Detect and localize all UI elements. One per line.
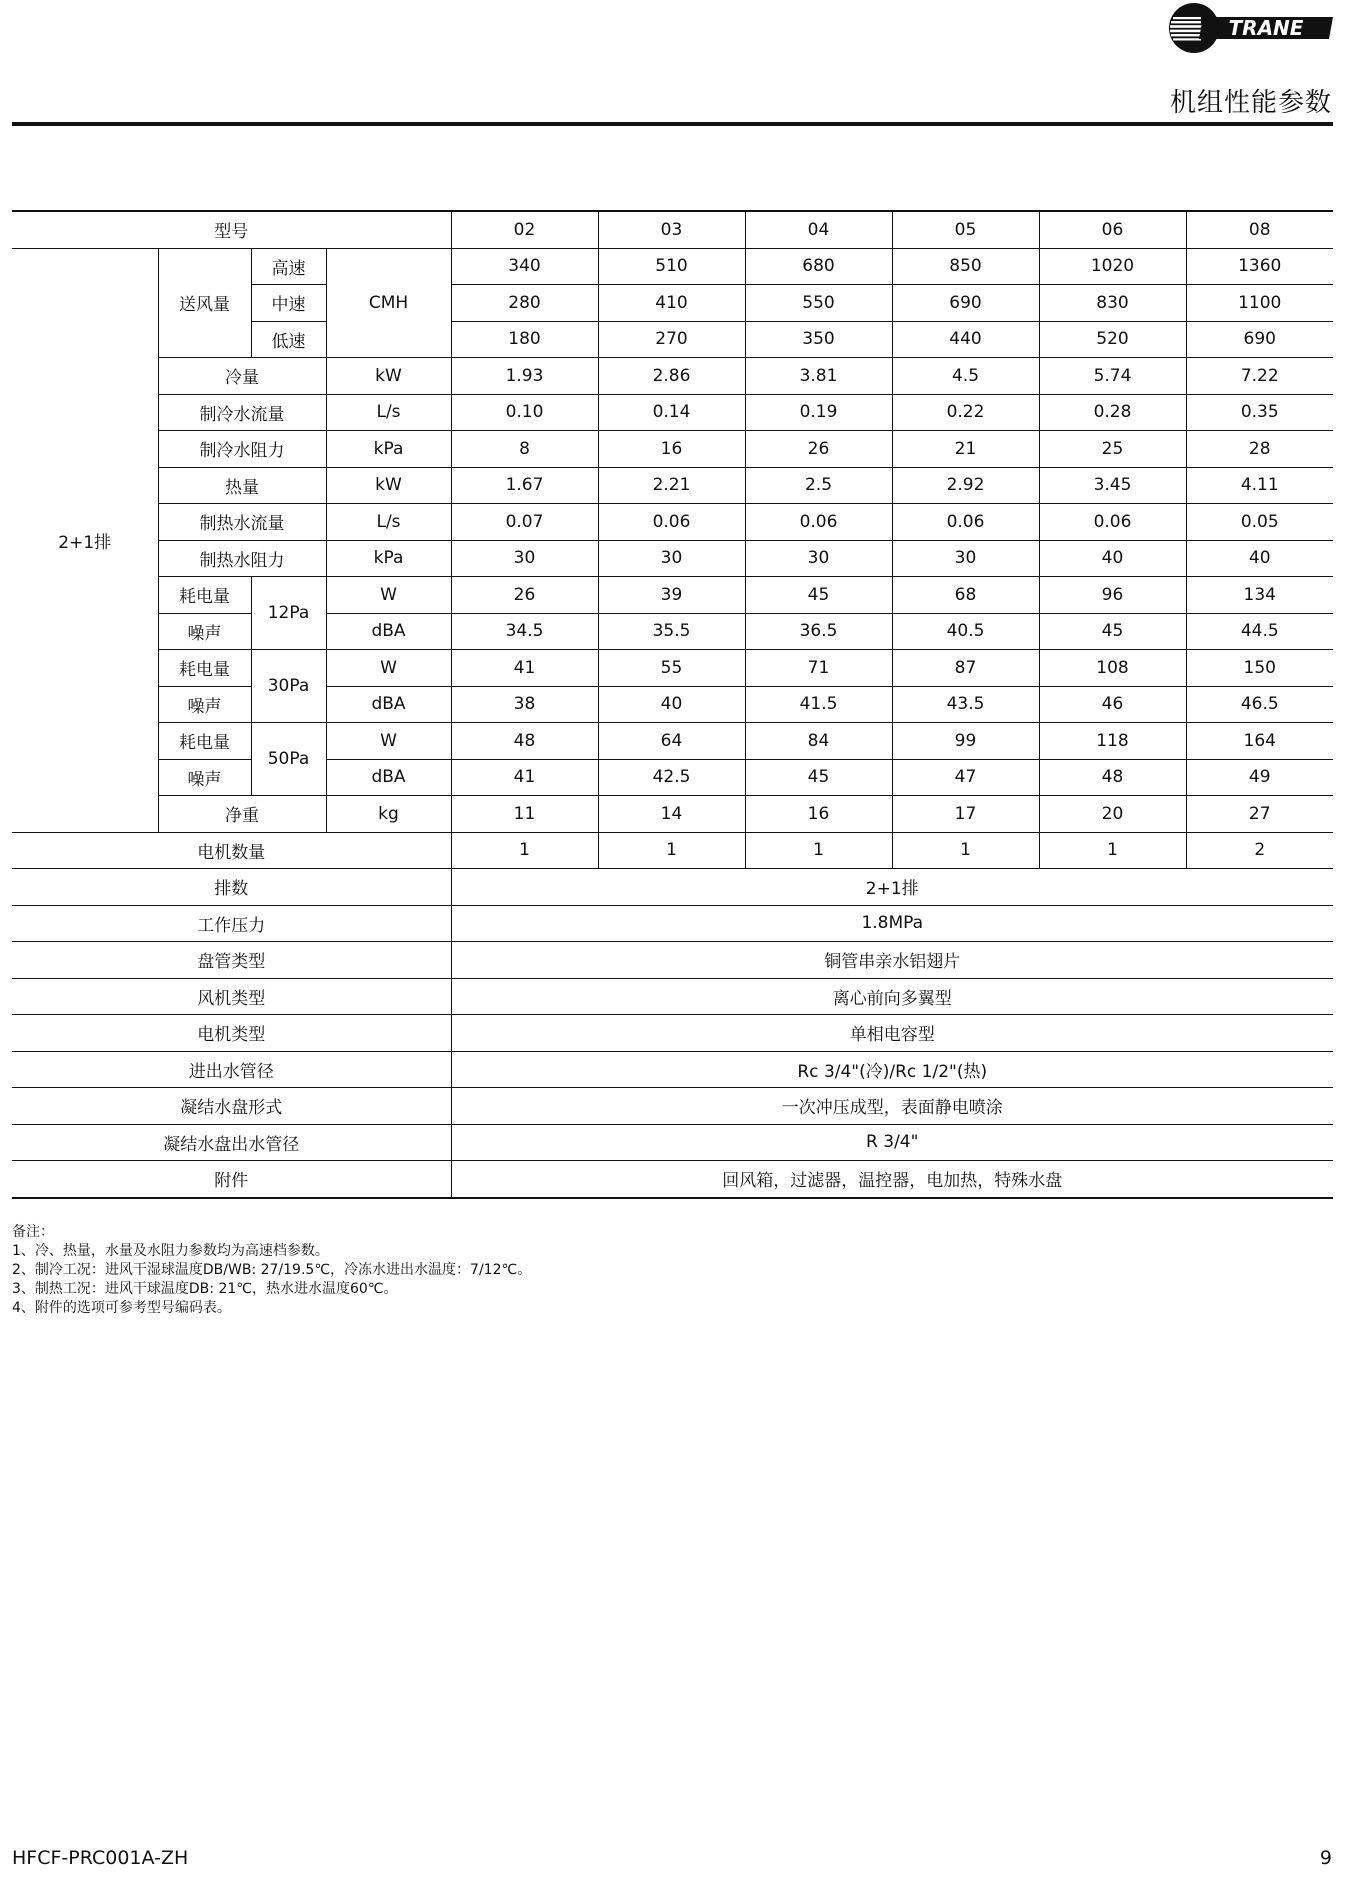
value-cell: 134 bbox=[1186, 577, 1333, 614]
value-cell: 39 bbox=[598, 577, 745, 614]
value-cell: 1100 bbox=[1186, 285, 1333, 322]
value-cell: 0.14 bbox=[598, 394, 745, 431]
table-row bbox=[12, 759, 1333, 796]
value-cell: 96 bbox=[1039, 577, 1186, 614]
value-cell: 1 bbox=[892, 832, 1039, 869]
value-cell: 280 bbox=[451, 285, 598, 322]
table-row bbox=[12, 467, 1333, 504]
value-cell: 48 bbox=[451, 723, 598, 760]
table-row bbox=[12, 832, 1333, 869]
table-row bbox=[12, 1088, 1333, 1125]
table-row bbox=[12, 869, 1333, 906]
model-cell: 08 bbox=[1186, 211, 1333, 248]
value-cell: 340 bbox=[451, 248, 598, 285]
unit-cell: W bbox=[326, 723, 451, 760]
value-cell: 550 bbox=[745, 285, 892, 322]
value-cell: 20 bbox=[1039, 796, 1186, 833]
pressure-label: 30Pa bbox=[251, 650, 326, 723]
param-label: 送风量 bbox=[158, 248, 251, 358]
unit-cell: dBA bbox=[326, 759, 451, 796]
value-cell: 16 bbox=[598, 431, 745, 468]
value-cell: 1 bbox=[598, 832, 745, 869]
table-row bbox=[12, 431, 1333, 468]
unit-cell: W bbox=[326, 650, 451, 687]
value-cell: 64 bbox=[598, 723, 745, 760]
value-cell: 1.67 bbox=[451, 467, 598, 504]
value-cell: 7.22 bbox=[1186, 358, 1333, 395]
param-label: 冷量 bbox=[158, 358, 326, 395]
speed-label: 低速 bbox=[251, 321, 326, 358]
value-cell: 40 bbox=[1186, 540, 1333, 577]
table-row bbox=[12, 577, 1333, 614]
page-number: 9 bbox=[1319, 1847, 1332, 1869]
value-cell: 2.5 bbox=[745, 467, 892, 504]
page-title: 机组性能参数 bbox=[1169, 88, 1332, 118]
param-label: 排数 bbox=[12, 869, 451, 906]
value-cell: 40 bbox=[598, 686, 745, 723]
table-row bbox=[12, 211, 1333, 248]
table-row bbox=[12, 723, 1333, 760]
value-cell: 410 bbox=[598, 285, 745, 322]
value-cell: 690 bbox=[1186, 321, 1333, 358]
value-cell: 180 bbox=[451, 321, 598, 358]
unit-cell: kW bbox=[326, 467, 451, 504]
value-cell: 690 bbox=[892, 285, 1039, 322]
model-cell: 03 bbox=[598, 211, 745, 248]
param-label: 噪声 bbox=[158, 759, 251, 796]
value-cell: 2 bbox=[1186, 832, 1333, 869]
table-row bbox=[12, 1015, 1333, 1052]
value-cell: 0.19 bbox=[745, 394, 892, 431]
value-cell: 45 bbox=[745, 577, 892, 614]
table-row bbox=[12, 1124, 1333, 1161]
value-cell: 30 bbox=[598, 540, 745, 577]
note-item: 1、冷、热量，水量及水阻力参数均为高速档参数。 bbox=[12, 1243, 329, 1259]
param-label: 凝结水盘出水管径 bbox=[12, 1124, 451, 1161]
value-cell: 41 bbox=[451, 650, 598, 687]
value-cell: 2.86 bbox=[598, 358, 745, 395]
value-cell: 36.5 bbox=[745, 613, 892, 650]
value-cell: 1 bbox=[745, 832, 892, 869]
value-cell: 0.06 bbox=[1039, 504, 1186, 541]
value-cell: 0.06 bbox=[598, 504, 745, 541]
value-cell: 0.28 bbox=[1039, 394, 1186, 431]
value-cell: Rc 3/4"(冷)/Rc 1/2"(热) bbox=[451, 1051, 1333, 1088]
value-cell: 0.06 bbox=[745, 504, 892, 541]
value-cell: 46 bbox=[1039, 686, 1186, 723]
value-cell: 铜管串亲水铝翅片 bbox=[451, 942, 1333, 979]
value-cell: 520 bbox=[1039, 321, 1186, 358]
unit-cell: kPa bbox=[326, 540, 451, 577]
value-cell: 38 bbox=[451, 686, 598, 723]
table-row bbox=[12, 905, 1333, 942]
value-cell: 49 bbox=[1186, 759, 1333, 796]
unit-cell: W bbox=[326, 577, 451, 614]
param-label: 制冷水阻力 bbox=[158, 431, 326, 468]
notes bbox=[12, 1223, 531, 1318]
value-cell: 41.5 bbox=[745, 686, 892, 723]
value-cell: 0.07 bbox=[451, 504, 598, 541]
param-label: 风机类型 bbox=[12, 978, 451, 1015]
table-row bbox=[12, 650, 1333, 687]
value-cell: 离心前向多翼型 bbox=[451, 978, 1333, 1015]
value-cell: 270 bbox=[598, 321, 745, 358]
value-cell: 40.5 bbox=[892, 613, 1039, 650]
table-row bbox=[12, 540, 1333, 577]
value-cell: 25 bbox=[1039, 431, 1186, 468]
value-cell: 28 bbox=[1186, 431, 1333, 468]
value-cell: 55 bbox=[598, 650, 745, 687]
pressure-label: 50Pa bbox=[251, 723, 326, 796]
model-cell: 04 bbox=[745, 211, 892, 248]
value-cell: 44.5 bbox=[1186, 613, 1333, 650]
header-divider bbox=[12, 122, 1333, 126]
value-cell: R 3/4" bbox=[451, 1124, 1333, 1161]
param-label: 制冷水流量 bbox=[158, 394, 326, 431]
value-cell: 87 bbox=[892, 650, 1039, 687]
param-label: 盘管类型 bbox=[12, 942, 451, 979]
value-cell: 68 bbox=[892, 577, 1039, 614]
trane-logo bbox=[1167, 2, 1335, 54]
value-cell: 34.5 bbox=[451, 613, 598, 650]
value-cell: 42.5 bbox=[598, 759, 745, 796]
table-row bbox=[12, 978, 1333, 1015]
param-label: 净重 bbox=[158, 796, 326, 833]
unit-cell: kPa bbox=[326, 431, 451, 468]
value-cell: 0.05 bbox=[1186, 504, 1333, 541]
value-cell: 一次冲压成型，表面静电喷涂 bbox=[451, 1088, 1333, 1125]
value-cell: 46.5 bbox=[1186, 686, 1333, 723]
value-cell: 3.81 bbox=[745, 358, 892, 395]
value-cell: 47 bbox=[892, 759, 1039, 796]
value-cell: 43.5 bbox=[892, 686, 1039, 723]
value-cell: 27 bbox=[1186, 796, 1333, 833]
param-label: 电机数量 bbox=[12, 832, 451, 869]
model-label: 型号 bbox=[12, 211, 451, 248]
value-cell: 4.11 bbox=[1186, 467, 1333, 504]
value-cell: 99 bbox=[892, 723, 1039, 760]
model-cell: 05 bbox=[892, 211, 1039, 248]
brand-text: TRANE bbox=[1228, 16, 1304, 40]
param-label: 耗电量 bbox=[158, 723, 251, 760]
group-label: 2+1排 bbox=[12, 248, 158, 832]
value-cell: 440 bbox=[892, 321, 1039, 358]
value-cell: 0.10 bbox=[451, 394, 598, 431]
unit-cell: kg bbox=[326, 796, 451, 833]
value-cell: 2.21 bbox=[598, 467, 745, 504]
value-cell: 45 bbox=[1039, 613, 1186, 650]
unit-cell: kW bbox=[326, 358, 451, 395]
table-row bbox=[12, 248, 1333, 285]
value-cell: 41 bbox=[451, 759, 598, 796]
param-label: 电机类型 bbox=[12, 1015, 451, 1052]
value-cell: 2+1排 bbox=[451, 869, 1333, 906]
performance-table bbox=[12, 210, 1333, 1199]
table-row bbox=[12, 796, 1333, 833]
param-label: 工作压力 bbox=[12, 905, 451, 942]
table-row bbox=[12, 1161, 1333, 1198]
pressure-label: 12Pa bbox=[251, 577, 326, 650]
value-cell: 30 bbox=[451, 540, 598, 577]
value-cell: 3.45 bbox=[1039, 467, 1186, 504]
document-code: HFCF-PRC001A-ZH bbox=[12, 1847, 189, 1869]
value-cell: 单相电容型 bbox=[451, 1015, 1333, 1052]
value-cell: 8 bbox=[451, 431, 598, 468]
value-cell: 回风箱，过滤器，温控器，电加热，特殊水盘 bbox=[451, 1161, 1333, 1198]
table-row bbox=[12, 613, 1333, 650]
value-cell: 830 bbox=[1039, 285, 1186, 322]
value-cell: 17 bbox=[892, 796, 1039, 833]
value-cell: 118 bbox=[1039, 723, 1186, 760]
param-label: 附件 bbox=[12, 1161, 451, 1198]
param-label: 进出水管径 bbox=[12, 1051, 451, 1088]
value-cell: 1.93 bbox=[451, 358, 598, 395]
value-cell: 40 bbox=[1039, 540, 1186, 577]
model-cell: 02 bbox=[451, 211, 598, 248]
speed-label: 高速 bbox=[251, 248, 326, 285]
value-cell: 14 bbox=[598, 796, 745, 833]
unit-cell: L/s bbox=[326, 394, 451, 431]
value-cell: 35.5 bbox=[598, 613, 745, 650]
value-cell: 680 bbox=[745, 248, 892, 285]
unit-cell: CMH bbox=[326, 248, 451, 358]
table-row bbox=[12, 504, 1333, 541]
value-cell: 71 bbox=[745, 650, 892, 687]
param-label: 耗电量 bbox=[158, 650, 251, 687]
value-cell: 1360 bbox=[1186, 248, 1333, 285]
value-cell: 1020 bbox=[1039, 248, 1186, 285]
value-cell: 16 bbox=[745, 796, 892, 833]
value-cell: 26 bbox=[745, 431, 892, 468]
note-item: 3、制热工况：进风干球温度DB: 21℃，热水进水温度60℃。 bbox=[12, 1281, 398, 1297]
model-cell: 06 bbox=[1039, 211, 1186, 248]
value-cell: 0.35 bbox=[1186, 394, 1333, 431]
note-item: 4、附件的选项可参考型号编码表。 bbox=[12, 1300, 231, 1316]
value-cell: 5.74 bbox=[1039, 358, 1186, 395]
value-cell: 48 bbox=[1039, 759, 1186, 796]
value-cell: 11 bbox=[451, 796, 598, 833]
note-item: 2、制冷工况：进风干湿球温度DB/WB: 27/19.5℃，冷冻水进出水温度：7/12℃。 bbox=[12, 1262, 532, 1278]
param-label: 制热水阻力 bbox=[158, 540, 326, 577]
value-cell: 150 bbox=[1186, 650, 1333, 687]
speed-label: 中速 bbox=[251, 285, 326, 322]
param-label: 耗电量 bbox=[158, 577, 251, 614]
unit-cell: L/s bbox=[326, 504, 451, 541]
param-label: 制热水流量 bbox=[158, 504, 326, 541]
value-cell: 30 bbox=[745, 540, 892, 577]
unit-cell: dBA bbox=[326, 686, 451, 723]
value-cell: 164 bbox=[1186, 723, 1333, 760]
table-row bbox=[12, 394, 1333, 431]
value-cell: 45 bbox=[745, 759, 892, 796]
param-label: 噪声 bbox=[158, 686, 251, 723]
param-label: 热量 bbox=[158, 467, 326, 504]
value-cell: 2.92 bbox=[892, 467, 1039, 504]
value-cell: 108 bbox=[1039, 650, 1186, 687]
table-row bbox=[12, 358, 1333, 395]
table-row bbox=[12, 686, 1333, 723]
value-cell: 510 bbox=[598, 248, 745, 285]
param-label: 凝结水盘形式 bbox=[12, 1088, 451, 1125]
value-cell: 350 bbox=[745, 321, 892, 358]
value-cell: 1 bbox=[1039, 832, 1186, 869]
value-cell: 850 bbox=[892, 248, 1039, 285]
value-cell: 26 bbox=[451, 577, 598, 614]
value-cell: 0.06 bbox=[892, 504, 1039, 541]
value-cell: 1 bbox=[451, 832, 598, 869]
value-cell: 1.8MPa bbox=[451, 905, 1333, 942]
value-cell: 0.22 bbox=[892, 394, 1039, 431]
table-row bbox=[12, 1051, 1333, 1088]
value-cell: 30 bbox=[892, 540, 1039, 577]
unit-cell: dBA bbox=[326, 613, 451, 650]
value-cell: 84 bbox=[745, 723, 892, 760]
param-label: 噪声 bbox=[158, 613, 251, 650]
notes-title: 备注： bbox=[12, 1224, 54, 1240]
value-cell: 21 bbox=[892, 431, 1039, 468]
table-row bbox=[12, 942, 1333, 979]
value-cell: 4.5 bbox=[892, 358, 1039, 395]
